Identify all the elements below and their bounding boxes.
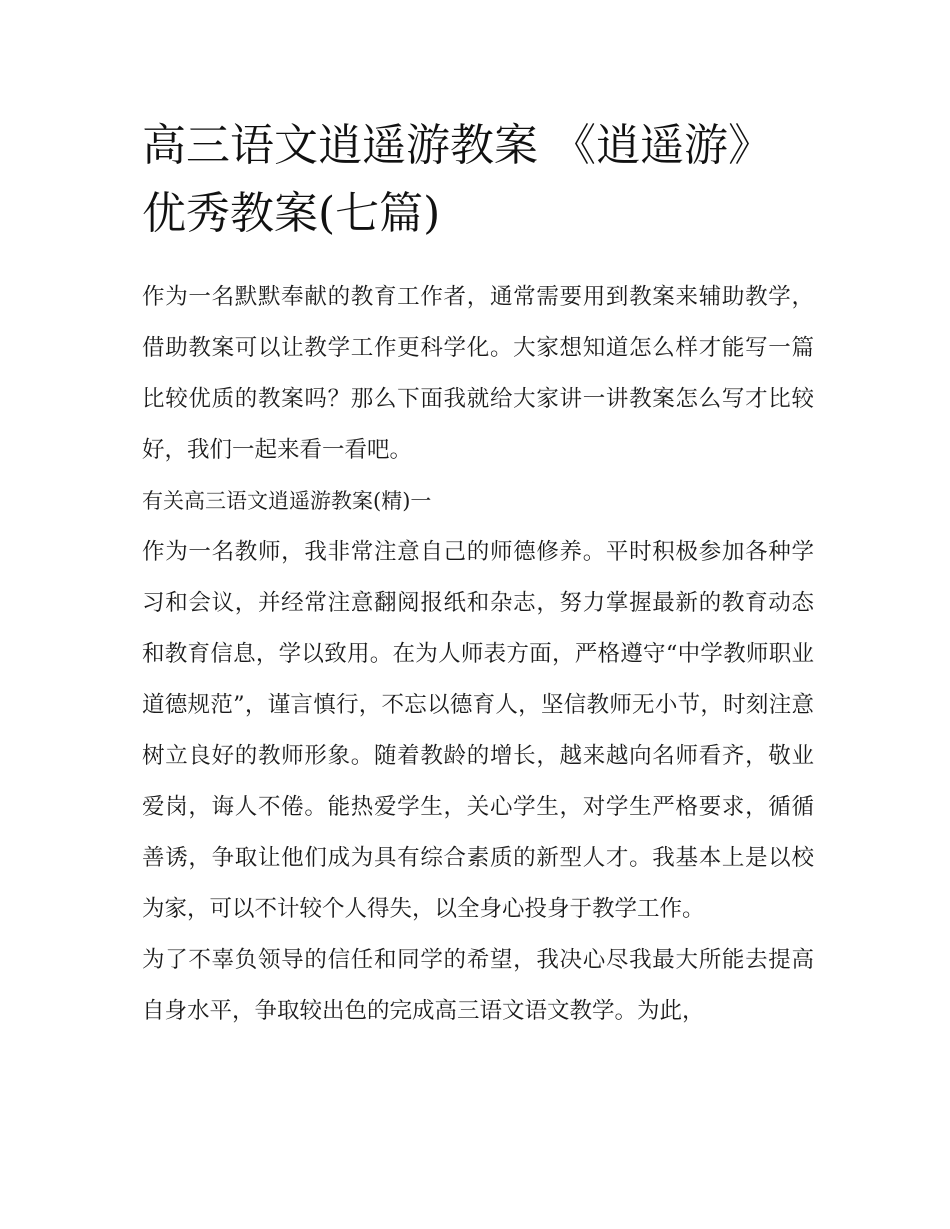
document-title: 高三语文逍遥游教案 《逍遥游》优秀教案(七篇) [142, 120, 772, 239]
intro-paragraph: 作为一名默默奉献的教育工作者，通常需要用到教案来辅助教学，借助教案可以让教学工作更科学化。大家想知道怎么样才能写一篇比较优质的教案吗？那么下面我就给大家讲一讲教案怎么写才比较好，我们一起来看一看吧。 [142, 284, 814, 463]
document-body [142, 112, 814, 1037]
body-paragraph-1: 作为一名教师，我非常注意自己的师德修养。平时积极参加各种学习和会议，并经常注意翻阅报纸和杂志，努力掌握最新的教育动态和教育信息，学以致用。在为人师表方面，严格遵守“中学教师职业道德规范”，谨言慎行，不忘以德育人，坚信教师无小节，时刻注意树立良好的教师形象。随着教龄的增长，越来越向名师看齐，敬业爱岗，诲人不倦。能热爱学生，关心学生，对学生严格要求，循循善诱，争取让他们成为具有综合素质的新型人才。我基本上是以校为家，可以不计较个人得失，以全身心投身于教学工作。 [142, 539, 814, 922]
body-paragraph-2: 为了不辜负领导的信任和同学的希望，我决心尽我最大所能去提高自身水平，争取较出色的完成高三语文语文教学。为此， [142, 947, 814, 1024]
section-heading: 有关高三语文逍遥游教案(精)一 [142, 489, 432, 513]
